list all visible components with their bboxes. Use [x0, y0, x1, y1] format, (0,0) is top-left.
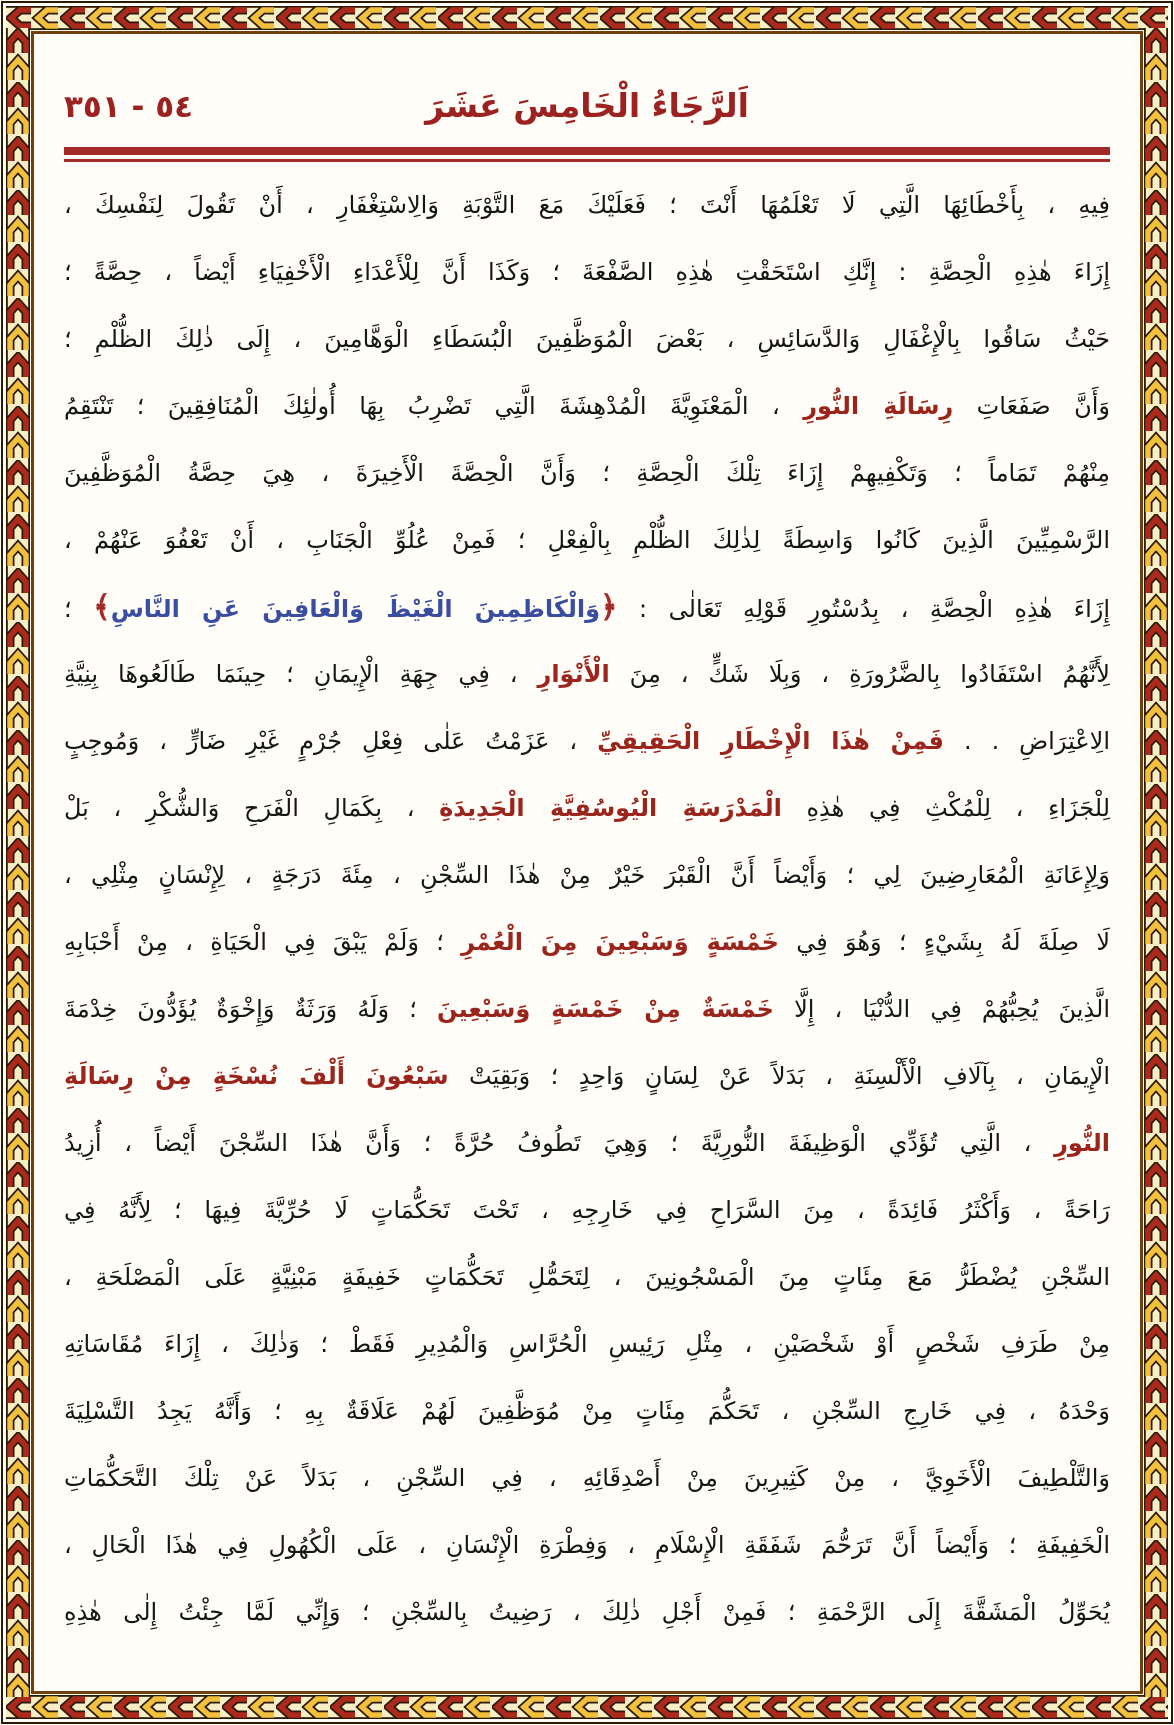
- text-line: [64, 1512, 1110, 1579]
- text-line: [64, 239, 1110, 306]
- page-number: ٥٤ - ٣٥١: [64, 89, 194, 125]
- body-text-segment: الْخَفِيفَةِ ؛ وَأَيْضاً أَنَّ تَرَحُّمَ شَفَقَةِ الْإِسْلَامِ ، وَفِطْرَةِ الْإِنْسَانِ ، عَلَى الْكُهُولِ فِي هٰذَا الْحَالِ ،: [64, 1531, 1110, 1559]
- text-line: [64, 1043, 1110, 1110]
- text-line: [64, 172, 1110, 239]
- text-line: [64, 641, 1110, 708]
- text-line: [64, 1579, 1110, 1646]
- body-text-segment: الَّذِينَ يُحِبُّهُمْ فِي الدُّنْيَا ، إِلَّا: [773, 995, 1111, 1023]
- body-text-segment: ، الَّتِي تُؤَدِّي الْوَظِيفَةَ النُّورِيَّةَ ؛ وَهِيَ تَطُوفُ حُرَّةً ؛ وَأَنَّ هٰذَا السِّجْنَ أَيْضاً ، أُزِيدُ: [64, 1129, 1055, 1157]
- text-line: [64, 775, 1110, 842]
- red-highlight-text: سَبْعُونَ أَلْفَ نُسْخَةٍ مِنْ رِسَالَةِ: [64, 1062, 449, 1090]
- red-highlight-text: خَمْسَةٍ وَسَبْعِينَ مِنَ الْعُمْرِ: [461, 928, 779, 956]
- text-line: [64, 842, 1110, 909]
- red-highlight-text: الْأَنْوَارِ: [537, 660, 610, 688]
- header-rule-thin: [64, 159, 1110, 162]
- body-text-segment: الرَّسْمِيِّينَ الَّذِينَ كَانُوا وَاسِطَةً لِذٰلِكَ الظُّلْمِ بِالْفِعْلِ ؛ فَمِنْ عُلُوِّ الْجَنَابِ ، أَنْ تَعْفُوَ عَنْهُمْ ،: [64, 526, 1110, 554]
- body-text-segment: إِزَاءَ هٰذِهِ الْحِصَّةِ : إِنَّكِ اسْتَحَقْتِ هٰذِهِ الصَّفْعَةَ ؛ وَكَذَا أَنَّ لِلْأَعْدَاءِ الْأَخْفِيَاءِ أَيْضاً ، حِصَّةً ؛: [64, 258, 1110, 286]
- body-text-segment: حَيْثُ سَاقُوا بِالْإِغْفَالِ وَالدَّسَائِسِ ، بَعْضَ الْمُوَظَّفِينَ الْبُسَطَاءِ الْوَهَّامِينَ ، إِلَى ذٰلِكَ الظُّلْمِ ؛: [64, 325, 1110, 353]
- text-line: [64, 976, 1110, 1043]
- verse-bracket-ornament: ﴿: [600, 590, 618, 625]
- text-line: [64, 440, 1110, 507]
- body-text-segment: ، فِي جِهَةِ الْإِيمَانِ ؛ حِينَمَا طَالَعُوهَا بِنِيَّةِ: [64, 660, 538, 688]
- body-text-segment: مِنْهُمْ تَمَاماً ؛ وَتَكْفِيهِمْ إِزَاءَ تِلْكَ الْحِصَّةِ ؛ وَأَنَّ الْحِصَّةَ الْأَخِيرَةَ ، هِيَ حِصَّةُ الْمُوَظَّفِينَ: [64, 459, 1110, 487]
- border-right-ornament: [1144, 28, 1168, 1697]
- text-line: [64, 909, 1110, 976]
- body-text-segment: ؛ وَلَمْ يَبْقَ فِي الْحَيَاةِ ، مِنْ أَحْبَابِهِ: [64, 928, 462, 956]
- text-line: [64, 1244, 1110, 1311]
- red-highlight-text: الْمَدْرَسَةِ الْيُوسُفِيَّةِ الْجَدِيدَةِ: [439, 794, 782, 822]
- text-line: [64, 1378, 1110, 1445]
- text-line: [64, 1110, 1110, 1177]
- body-text-segment: إِزَاءَ هٰذِهِ الْحِصَّةِ ، بِدُسْتُورِ قَوْلِهِ تَعَالٰى :: [617, 595, 1110, 623]
- text-line: [64, 1177, 1110, 1244]
- red-highlight-text: النُّورِ: [1054, 1129, 1110, 1157]
- body-text-segment: لِلْجَزَاءِ ، لِلْمُكْثِ فِي هٰذِهِ: [781, 794, 1111, 822]
- body-text-segment: وَلِإِعَانَةِ الْمُعَارِضِينَ لِي ؛ وَأَيْضاً أَنَّ الْقَبْرَ خَيْرٌ مِنْ هٰذَا السِّجْنِ ، مِئَةَ دَرَجَةٍ ، لِإِنْسَانٍ مِثْلِي ،: [64, 861, 1110, 889]
- text-line: [64, 1311, 1110, 1378]
- text-line: [64, 708, 1110, 775]
- body-text-segment: ، الْمَعْنَوِيَّةَ الْمُدْهِشَةَ الَّتِي تَضْرِبُ بِهَا أُولٰئِكَ الْمُنَافِقِينَ ؛ تَنْتَقِمُ: [64, 392, 804, 420]
- body-text-segment: وَالتَّلْطِيفَ الْأَخَوِيَّ ، مِنْ كَثِيرِينَ مِنْ أَصْدِقَائِهِ ، فِي السِّجْنِ ، بَدَلاً عَنْ تِلْكَ التَّحَكُّمَاتِ: [64, 1464, 1110, 1492]
- text-line: [64, 574, 1110, 641]
- body-text-segment: الِاعْتِرَاضِ . .: [944, 727, 1110, 755]
- text-line: [64, 373, 1110, 440]
- text-line: [64, 306, 1110, 373]
- body-text-segment: وَحْدَهُ ، فِي خَارِجِ السِّجْنِ ، تَحَكُّمَ مِئَاتٍ مِنْ مُوَظَّفِينَ لَهُمْ عَلَاقَةٌ بِهِ ؛ وَأَنَّهُ يَجِدُ التَّسْلِيَةَ: [64, 1397, 1110, 1425]
- body-text-segment: ؛ وَلَهُ وَرَثَةٌ وَإِخْوَةٌ يُؤَدُّونَ خِدْمَةَ: [64, 995, 437, 1023]
- text-line: [64, 1445, 1110, 1512]
- body-text-segment: فِيهِ ، بِأَخْطَائِهَا الَّتِي لَا تَعْلَمُهَا أَنْتَ ؛ فَعَلَيْكَ مَعَ التَّوْبَةِ وَالِاسْتِغْفَارِ ، أَنْ تَقُولَ لِنَفْسِكَ ،: [64, 191, 1110, 219]
- header-rule-thick: [64, 147, 1110, 155]
- body-text-segment: مِنْ طَرَفِ شَخْصٍ أَوْ شَخْصَيْنِ ، مِثْلِ رَئِيسِ الْحُرَّاسِ وَالْمُدِيرِ فَقَطْ ؛ وَذٰلِكَ ، إِزَاءَ مُقَاسَاتِهِ: [64, 1330, 1110, 1358]
- body-text-segment: الْإِيمَانِ ، بِآلَافِ الْأَلْسِنَةِ ، بَدَلاً عَنْ لِسَانٍ وَاحِدٍ ؛ وَبَقِيَتْ: [448, 1062, 1110, 1090]
- border-bottom-ornament: [6, 1695, 1168, 1719]
- body-text-segment: وَأَنَّ صَفَعَاتِ: [953, 392, 1111, 420]
- red-highlight-text: فَمِنْ هٰذَا الْإِخْطَارِ الْحَقِيقِيِّ: [597, 727, 945, 755]
- body-text-segment: ؛: [64, 595, 94, 623]
- page-title: اَلرَّجَاءُ الْخَامِسَ عَشَرَ: [425, 86, 749, 125]
- quran-verse-text: وَالْكَاظِمِينَ الْغَيْظَ وَالْعَافِينَ عَنِ النَّاسِ: [110, 595, 600, 623]
- body-text: [64, 172, 1110, 1646]
- red-highlight-text: خَمْسَةٌ مِنْ خَمْسَةٍ وَسَبْعِينَ: [437, 995, 774, 1023]
- body-text-segment: السِّجْنِ يُضْطَرُّ مَعَ مِئَاتٍ مِنَ الْمَسْجُونِينَ ، لِتَحَمُّلِ تَحَكُّمَاتٍ خَفِيفَةٍ مَبْنِيَّةٍ عَلَى الْمَصْلَحَةِ ،: [64, 1263, 1110, 1291]
- body-text-segment: رَاحَةً ، وَأَكْثَرُ فَائِدَةً ، مِنَ السَّرَاحِ فِي خَارِجِهِ ، تَحْتَ تَحَكُّمَاتٍ لَا حُرِّيَّةَ فِيهَا ؛ لِأَنَّهُ فِي: [64, 1196, 1110, 1224]
- body-text-segment: يُحَوِّلُ الْمَشَقَّةَ إِلَى الرَّحْمَةِ ؛ فَمِنْ أَجْلِ ذٰلِكَ ، رَضِيتُ بِالسِّجْنِ ؛ وَإِنِّي لَمَّا جِئْتُ إِلٰى هٰذِهِ: [64, 1598, 1110, 1626]
- body-text-segment: لِأَنَّهُمُ اسْتَفَادُوا بِالضَّرُورَةِ ، وَبِلَا شَكٍّ ، مِنَ: [609, 660, 1110, 688]
- body-text-segment: لَا صِلَةَ لَهُ بِشَيْءٍ ؛ وَهُوَ فِي: [778, 928, 1111, 956]
- body-text-segment: ، عَزَمْتُ عَلٰى فِعْلِ جُرْمٍ غَيْرِ ضَارٍّ ، وَمُوجِبٍ: [64, 727, 598, 755]
- body-text-segment: ، بِكَمَالِ الْفَرَحِ وَالشُّكْرِ ، بَلْ: [64, 794, 440, 822]
- red-highlight-text: رِسَالَةِ النُّورِ: [803, 392, 954, 420]
- verse-bracket-ornament: ﴾: [93, 590, 111, 625]
- border-left-ornament: [6, 28, 30, 1697]
- border-top-ornament: [6, 6, 1168, 30]
- text-line: [64, 507, 1110, 574]
